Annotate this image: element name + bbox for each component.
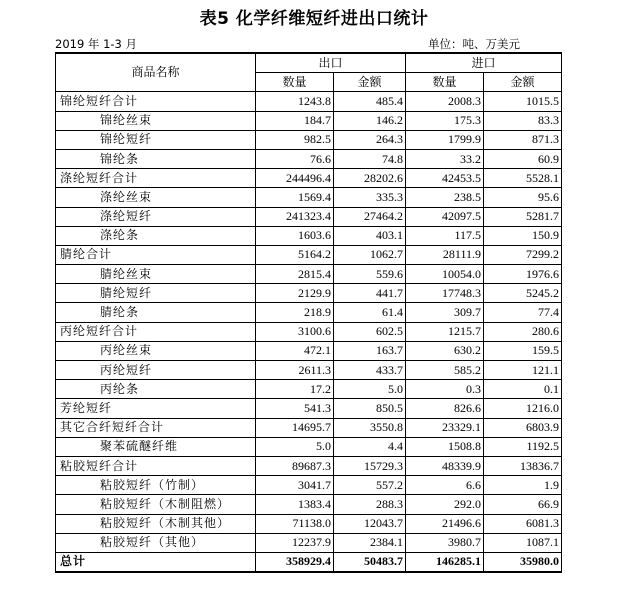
table-body [56, 92, 562, 572]
export-qty-cell: 2815.4 [256, 265, 334, 284]
product-name-cell: 丙纶短纤 [56, 361, 256, 380]
import-amount-cell: 150.9 [484, 226, 562, 245]
product-name-cell: 腈纶合计 [56, 245, 256, 264]
table-row [56, 399, 562, 418]
product-name-cell: 丙纶条 [56, 380, 256, 399]
import-qty-header: 数量 [406, 73, 484, 92]
export-qty-cell: 1243.8 [256, 92, 334, 111]
import-qty-cell: 630.2 [406, 341, 484, 360]
import-amount-cell: 7299.2 [484, 245, 562, 264]
import-qty-cell: 42097.5 [406, 207, 484, 226]
table-row [56, 303, 562, 322]
import-qty-cell: 28111.9 [406, 245, 484, 264]
import-qty-cell: 48339.9 [406, 456, 484, 475]
export-amount-cell: 28202.6 [334, 169, 406, 188]
period-label: 2019 年 1-3 月 [55, 37, 138, 51]
export-amount-cell: 163.7 [334, 341, 406, 360]
import-amount-cell: 83.3 [484, 111, 562, 130]
export-amount-cell: 288.3 [334, 495, 406, 514]
import-qty-cell: 1799.9 [406, 130, 484, 149]
export-amount-cell: 602.5 [334, 322, 406, 341]
export-amount-cell: 27464.2 [334, 207, 406, 226]
import-qty-cell: 3980.7 [406, 533, 484, 552]
import-amount-cell: 66.9 [484, 495, 562, 514]
export-qty-cell: 184.7 [256, 111, 334, 130]
table-row [56, 111, 562, 130]
product-name-cell: 锦纶短纤 [56, 130, 256, 149]
export-qty-cell: 3100.6 [256, 322, 334, 341]
export-qty-cell: 1383.4 [256, 495, 334, 514]
table-row [56, 380, 562, 399]
product-name-cell: 腈纶条 [56, 303, 256, 322]
import-amount-cell: 5281.7 [484, 207, 562, 226]
export-qty-cell: 14695.7 [256, 418, 334, 437]
product-name-cell: 粘胶短纤（木制其他） [56, 514, 256, 533]
import-amount-cell: 95.6 [484, 188, 562, 207]
export-amount-cell: 146.2 [334, 111, 406, 130]
trade-table [55, 52, 562, 573]
import-qty-cell: 10054.0 [406, 265, 484, 284]
import-amount-header: 金额 [484, 73, 562, 92]
import-qty-cell: 6.6 [406, 476, 484, 495]
product-name-cell: 锦纶条 [56, 149, 256, 168]
import-amount-cell: 6803.9 [484, 418, 562, 437]
import-amount-cell: 159.5 [484, 341, 562, 360]
table-row [56, 437, 562, 456]
table-row [56, 149, 562, 168]
export-amount-cell: 50483.7 [334, 552, 406, 572]
product-name-cell: 粘胶短纤（木制阻燃） [56, 495, 256, 514]
product-name-cell: 丙纶短纤合计 [56, 322, 256, 341]
product-name-cell: 芳纶短纤 [56, 399, 256, 418]
import-qty-cell: 826.6 [406, 399, 484, 418]
export-amount-cell: 2384.1 [334, 533, 406, 552]
export-amount-cell: 61.4 [334, 303, 406, 322]
import-amount-cell: 280.6 [484, 322, 562, 341]
import-qty-cell: 1508.8 [406, 437, 484, 456]
import-amount-cell: 1087.1 [484, 533, 562, 552]
export-amount-cell: 433.7 [334, 361, 406, 380]
product-name-cell: 涤纶短纤合计 [56, 169, 256, 188]
table-row [56, 361, 562, 380]
import-amount-cell: 1.9 [484, 476, 562, 495]
table-title: 表5 化学纤维短纤进出口统计 [199, 9, 429, 29]
export-amount-cell: 335.3 [334, 188, 406, 207]
export-qty-cell: 1569.4 [256, 188, 334, 207]
table-row [56, 456, 562, 475]
import-amount-cell: 6081.3 [484, 514, 562, 533]
export-qty-cell: 12237.9 [256, 533, 334, 552]
export-qty-cell: 241323.4 [256, 207, 334, 226]
import-amount-cell: 871.3 [484, 130, 562, 149]
table-row [56, 207, 562, 226]
export-amount-cell: 3550.8 [334, 418, 406, 437]
product-name-cell: 丙纶丝束 [56, 341, 256, 360]
export-amount-cell: 5.0 [334, 380, 406, 399]
export-qty-cell: 1603.6 [256, 226, 334, 245]
export-qty-cell: 472.1 [256, 341, 334, 360]
export-amount-header: 金额 [334, 73, 406, 92]
export-qty-cell: 2129.9 [256, 284, 334, 303]
export-amount-cell: 1062.7 [334, 245, 406, 264]
import-amount-cell: 1015.5 [484, 92, 562, 111]
product-name-cell: 其它合纤短纤合计 [56, 418, 256, 437]
export-amount-cell: 441.7 [334, 284, 406, 303]
table-row [56, 322, 562, 341]
product-name-cell: 锦纶短纤合计 [56, 92, 256, 111]
export-amount-cell: 557.2 [334, 476, 406, 495]
export-amount-cell: 4.4 [334, 437, 406, 456]
product-name-cell: 粘胶短纤合计 [56, 456, 256, 475]
export-qty-header: 数量 [256, 73, 334, 92]
import-amount-cell: 0.1 [484, 380, 562, 399]
product-name-cell: 腈纶丝束 [56, 265, 256, 284]
import-amount-cell: 13836.7 [484, 456, 562, 475]
table-row [56, 341, 562, 360]
import-qty-cell: 309.7 [406, 303, 484, 322]
import-qty-cell: 2008.3 [406, 92, 484, 111]
import-qty-cell: 23329.1 [406, 418, 484, 437]
product-name-cell: 总计 [56, 552, 256, 572]
import-qty-cell: 21496.6 [406, 514, 484, 533]
export-header: 出口 [256, 53, 406, 73]
product-name-cell: 粘胶短纤（其他） [56, 533, 256, 552]
table-row [56, 169, 562, 188]
import-qty-cell: 33.2 [406, 149, 484, 168]
export-amount-cell: 559.6 [334, 265, 406, 284]
total-row [56, 552, 562, 572]
table-row [56, 265, 562, 284]
table-row [56, 495, 562, 514]
import-amount-cell: 1216.0 [484, 399, 562, 418]
table-row [56, 284, 562, 303]
product-name-cell: 锦纶丝束 [56, 111, 256, 130]
product-name-cell: 涤纶短纤 [56, 207, 256, 226]
product-header: 商品名称 [56, 53, 256, 92]
export-amount-cell: 403.1 [334, 226, 406, 245]
table-row [56, 514, 562, 533]
import-amount-cell: 1976.6 [484, 265, 562, 284]
import-qty-cell: 585.2 [406, 361, 484, 380]
export-qty-cell: 89687.3 [256, 456, 334, 475]
export-qty-cell: 71138.0 [256, 514, 334, 533]
export-qty-cell: 5.0 [256, 437, 334, 456]
product-name-cell: 涤纶条 [56, 226, 256, 245]
table-row [56, 92, 562, 111]
import-qty-cell: 42453.5 [406, 169, 484, 188]
table-row [56, 418, 562, 437]
table-row [56, 226, 562, 245]
product-name-cell: 涤纶丝束 [56, 188, 256, 207]
import-amount-cell: 77.4 [484, 303, 562, 322]
import-amount-cell: 1192.5 [484, 437, 562, 456]
export-qty-cell: 76.6 [256, 149, 334, 168]
table-row [56, 476, 562, 495]
table-row [56, 188, 562, 207]
import-amount-cell: 5528.1 [484, 169, 562, 188]
import-amount-cell: 5245.2 [484, 284, 562, 303]
import-qty-cell: 238.5 [406, 188, 484, 207]
table-row [56, 533, 562, 552]
export-qty-cell: 5164.2 [256, 245, 334, 264]
import-amount-cell: 60.9 [484, 149, 562, 168]
export-qty-cell: 3041.7 [256, 476, 334, 495]
import-qty-cell: 17748.3 [406, 284, 484, 303]
import-qty-cell: 0.3 [406, 380, 484, 399]
import-qty-cell: 146285.1 [406, 552, 484, 572]
import-amount-cell: 121.1 [484, 361, 562, 380]
product-name-cell: 腈纶短纤 [56, 284, 256, 303]
import-qty-cell: 292.0 [406, 495, 484, 514]
export-amount-cell: 485.4 [334, 92, 406, 111]
import-qty-cell: 175.3 [406, 111, 484, 130]
export-qty-cell: 358929.4 [256, 552, 334, 572]
export-qty-cell: 218.9 [256, 303, 334, 322]
product-name-cell: 粘胶短纤（竹制） [56, 476, 256, 495]
export-qty-cell: 982.5 [256, 130, 334, 149]
export-amount-cell: 264.3 [334, 130, 406, 149]
import-header: 进口 [406, 53, 562, 73]
export-amount-cell: 15729.3 [334, 456, 406, 475]
unit-label: 单位：吨、万美元 [428, 37, 520, 51]
export-qty-cell: 541.3 [256, 399, 334, 418]
export-qty-cell: 2611.3 [256, 361, 334, 380]
product-name-cell: 聚苯硫醚纤维 [56, 437, 256, 456]
export-qty-cell: 244496.4 [256, 169, 334, 188]
import-qty-cell: 1215.7 [406, 322, 484, 341]
export-amount-cell: 12043.7 [334, 514, 406, 533]
export-amount-cell: 850.5 [334, 399, 406, 418]
import-qty-cell: 117.5 [406, 226, 484, 245]
export-amount-cell: 74.8 [334, 149, 406, 168]
table-row [56, 245, 562, 264]
header-row-1 [56, 53, 562, 73]
import-amount-cell: 35980.0 [484, 552, 562, 572]
table-row [56, 130, 562, 149]
export-qty-cell: 17.2 [256, 380, 334, 399]
